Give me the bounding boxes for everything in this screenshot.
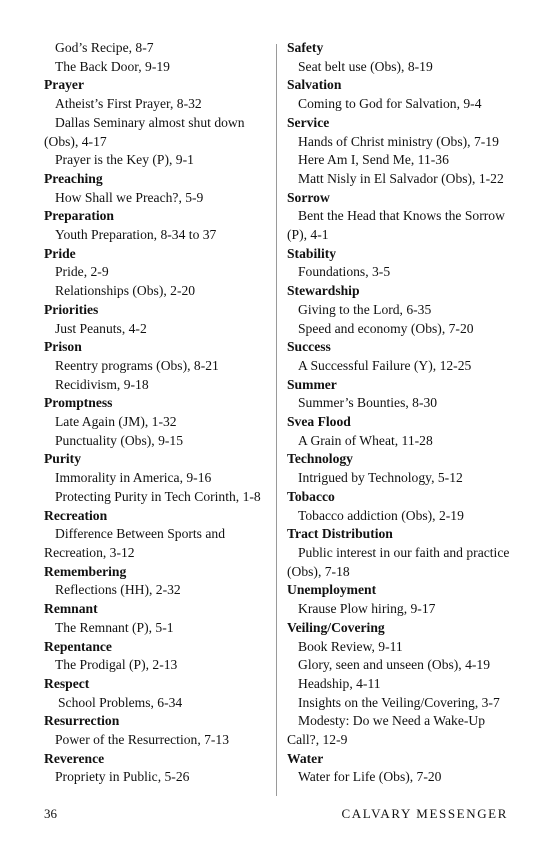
index-heading: Pride	[44, 245, 76, 261]
index-entry: Reentry programs (Obs), 8-21	[55, 357, 219, 373]
index-entry: Youth Preparation, 8-34 to 37	[55, 227, 217, 243]
index-entry: Hands of Christ ministry (Obs), 7-19	[298, 133, 499, 149]
index-heading: Service	[287, 114, 330, 130]
index-entry: Giving to the Lord, 6-35	[298, 301, 432, 317]
index-entry: The Prodigal (P), 2-13	[55, 657, 178, 673]
index-heading: Safety	[287, 40, 324, 55]
index-entry: A Grain of Wheat, 11-28	[298, 432, 433, 448]
index-entry: Krause Plow hiring, 9-17	[298, 601, 436, 617]
index-heading: Success	[287, 339, 331, 355]
publication-title: CALVARY MESSENGER	[341, 806, 508, 821]
index-entry: Relationships (Obs), 2-20	[55, 283, 196, 299]
index-column-left	[44, 39, 266, 787]
index-heading: Priorities	[44, 301, 99, 317]
index-heading: Remnant	[44, 601, 98, 617]
index-heading: Stewardship	[287, 283, 360, 299]
index-heading: Preparation	[44, 208, 114, 224]
index-heading: Salvation	[287, 77, 342, 93]
index-entry: Dallas Seminary almost shut down (Obs), 4-17	[44, 114, 245, 149]
index-heading: Sorrow	[287, 189, 330, 205]
index-heading: Reverence	[44, 750, 105, 766]
index-heading: Water	[287, 750, 324, 766]
index-entry: Water for Life (Obs), 7-20	[298, 769, 442, 785]
index-entry: Speed and economy (Obs), 7-20	[298, 320, 474, 336]
index-entry: Immorality in America, 9-16	[55, 470, 212, 486]
index-entry: Propriety in Public, 5-26	[55, 769, 190, 785]
index-entry: Difference Between Sports and Recreation, 3-12	[44, 526, 225, 560]
index-heading: Technology	[287, 451, 353, 467]
index-entry: Here Am I, Send Me, 11-36	[298, 152, 449, 168]
index-heading: Recreation	[44, 507, 108, 523]
index-heading: Prayer	[44, 77, 84, 93]
index-entry: The Remnant (P), 5-1	[55, 619, 174, 635]
index-entry: Intrigued by Technology, 5-12	[298, 470, 463, 486]
index-entry: Late Again (JM), 1-32	[55, 414, 177, 430]
index-entry: Pride, 2-9	[55, 264, 109, 280]
index-heading: Purity	[44, 451, 81, 467]
index-entry: Atheist’s First Prayer, 8-32	[55, 96, 202, 112]
index-entry: The Back Door, 9-19	[55, 58, 170, 74]
index-entry: Prayer is the Key (P), 9-1	[55, 152, 194, 168]
index-entry: Public interest in our faith and practice (Obs), 7-18	[287, 544, 510, 579]
index-heading: Veiling/Covering	[287, 619, 385, 635]
index-entry: Matt Nisly in El Salvador (Obs), 1-22	[298, 170, 504, 186]
index-heading: Tobacco	[287, 488, 335, 504]
index-heading: Unemployment	[287, 582, 377, 598]
index-entry: Coming to God for Salvation, 9-4	[298, 96, 482, 112]
index-heading: Remembering	[44, 563, 127, 579]
index-entry: School Problems, 6-34	[58, 694, 183, 710]
index-heading: Svea Flood	[287, 414, 351, 430]
index-entry: Punctuality (Obs), 9-15	[55, 432, 183, 448]
index-column-right	[287, 39, 515, 787]
index-entry: Bent the Head that Knows the Sorrow (P), 4-1	[287, 208, 505, 243]
index-entry: Headship, 4-11	[298, 675, 381, 691]
index-entry: God’s Recipe, 8-7	[55, 40, 154, 55]
index-heading: Stability	[287, 245, 337, 261]
index-heading: Respect	[44, 675, 90, 691]
index-heading: Promptness	[44, 395, 113, 411]
index-entry: Tobacco addiction (Obs), 2-19	[298, 507, 464, 523]
index-entry: Foundations, 3-5	[298, 264, 391, 280]
index-entry: Just Peanuts, 4-2	[55, 320, 147, 336]
index-entry: Seat belt use (Obs), 8-19	[298, 58, 433, 74]
index-entry: Recidivism, 9-18	[55, 376, 149, 392]
page-number: 36	[44, 806, 57, 821]
index-entry: Protecting Purity in Tech Corinth, 1-8	[55, 488, 261, 504]
index-entry: Summer’s Bounties, 8-30	[298, 395, 438, 411]
index-heading: Tract Distribution	[287, 526, 393, 542]
index-heading: Resurrection	[44, 713, 120, 729]
index-heading: Summer	[287, 376, 337, 392]
index-entry: Glory, seen and unseen (Obs), 4-19	[298, 657, 491, 673]
index-entry: Book Review, 9-11	[298, 638, 403, 654]
index-heading: Prison	[44, 339, 82, 355]
index-entry: How Shall we Preach?, 5-9	[55, 189, 204, 205]
index-heading: Preaching	[44, 170, 103, 186]
index-entry: Reflections (HH), 2-32	[55, 582, 181, 598]
index-heading: Repentance	[44, 638, 112, 654]
index-entry: A Successful Failure (Y), 12-25	[298, 357, 472, 373]
index-entry: Insights on the Veiling/Covering, 3-7	[298, 694, 500, 710]
index-entry: Modesty: Do we Need a Wake-Up Call?, 12-9	[287, 713, 486, 748]
index-entry: Power of the Resurrection, 7-13	[55, 732, 230, 748]
column-divider	[276, 44, 277, 796]
